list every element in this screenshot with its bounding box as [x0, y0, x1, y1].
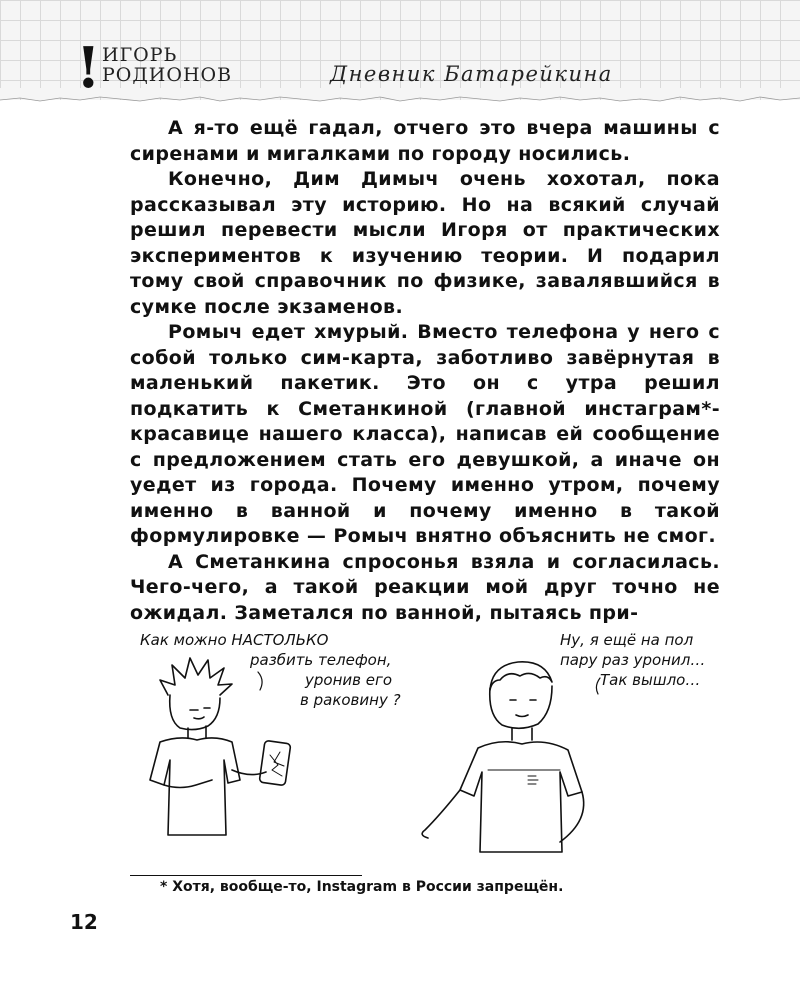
left-bubble-line: в раковину ?	[300, 691, 401, 709]
paragraph: А я-то ещё гадал, отчего это вчера машины с сиренами и мигалками по городу носились.	[130, 117, 720, 165]
header-exclamation-mark: !	[76, 35, 101, 101]
paragraph: Ромыч едет хмурый. Вместо телефона у него с собой только сим-карта, заботливо завёрнутая в маленький пакетик. Это он с утра решил подкатить к Сметанкиной (главной инстаграм*-красавице нашего класса), написав ей сообщение с предложением стать его девушкой, а иначе он уедет из города. Почему именно утром, почему именно в ванной и почему именно в такой формулировке — Ромыч внятно объяснить не смог.	[130, 321, 720, 547]
author-first-name: ИГОРЬ	[102, 44, 178, 66]
right-speech-bubble	[560, 630, 705, 690]
body-text	[130, 116, 720, 626]
author-name	[102, 45, 232, 85]
right-bubble-line: Так вышло…	[600, 671, 701, 689]
right-boy-arm	[422, 790, 460, 838]
footnote: * Хотя, вообще-то, Instagram в России запрещён.	[160, 879, 564, 895]
left-boy-shirt	[150, 738, 240, 835]
header-torn-edge	[0, 88, 800, 108]
right-boy-shirt	[460, 742, 582, 852]
page-number: 12	[70, 910, 98, 934]
right-boy-neck	[512, 728, 532, 740]
illustration	[120, 620, 770, 870]
right-boy-hair	[490, 662, 552, 690]
right-bubble-line: пару раз уронил…	[560, 651, 706, 669]
paragraph: А Сметанкина спросонья взяла и согласилась. Чего-чего, а такой реакции мой друг точно не ожидал. Заметался по ванной, пытаясь при-	[130, 550, 720, 624]
footnote-divider	[130, 875, 362, 876]
author-last-name: РОДИОНОВ	[102, 64, 233, 86]
right-boy-head	[490, 686, 552, 728]
left-bubble-line: разбить телефон,	[250, 651, 392, 669]
right-bubble-line: Ну, я ещё на пол	[560, 631, 694, 649]
left-bubble-line: Как можно НАСТОЛЬКО	[140, 631, 329, 649]
broken-phone	[259, 740, 291, 785]
paragraph: Конечно, Дим Димыч очень хохотал, пока рассказывал эту историю. Но на всякий случай решил перевести мысли Игоря от практических экспериментов к изучению теории. И подарил тому свой справочник по физике, завалявшийся в сумке после экзаменов.	[130, 168, 720, 318]
left-speech-bubble	[140, 630, 401, 710]
left-bubble-line: уронив его	[305, 671, 393, 689]
book-title: Дневник Батарейкина	[330, 62, 613, 86]
